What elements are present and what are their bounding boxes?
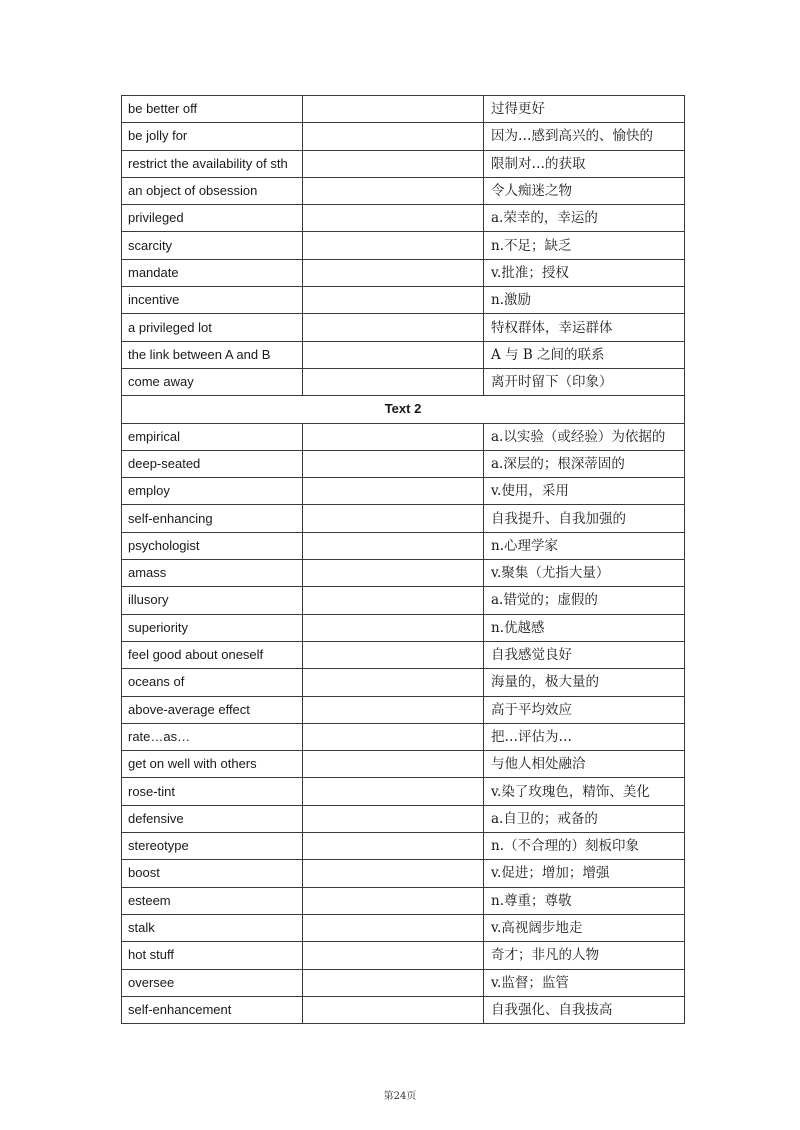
chinese-definition: v.聚集（尤指大量）: [484, 560, 685, 587]
table-row: [122, 751, 685, 778]
chinese-definition: 与他人相处融洽: [484, 751, 685, 778]
blank-answer-cell: [303, 505, 484, 532]
blank-answer-cell: [303, 860, 484, 887]
section-heading: Text 2: [122, 396, 685, 423]
english-term: restrict the availability of sth: [122, 150, 303, 177]
table-row: [122, 833, 685, 860]
blank-answer-cell: [303, 587, 484, 614]
chinese-definition: a.荣幸的，幸运的: [484, 205, 685, 232]
chinese-definition: 特权群体，幸运群体: [484, 314, 685, 341]
chinese-definition: 令人痴迷之物: [484, 177, 685, 204]
chinese-definition: A 与 B 之间的联系: [484, 341, 685, 368]
table-row: [122, 505, 685, 532]
table-row: [122, 532, 685, 559]
english-term: oceans of: [122, 669, 303, 696]
blank-answer-cell: [303, 641, 484, 668]
chinese-definition: a.错觉的；虚假的: [484, 587, 685, 614]
chinese-definition: a.深层的；根深蒂固的: [484, 450, 685, 477]
chinese-definition: 因为…感到高兴的、愉快的: [484, 123, 685, 150]
blank-answer-cell: [303, 96, 484, 123]
blank-answer-cell: [303, 259, 484, 286]
english-term: a privileged lot: [122, 314, 303, 341]
table-row: [122, 150, 685, 177]
english-term: feel good about oneself: [122, 641, 303, 668]
table-row: [122, 205, 685, 232]
table-row: [122, 805, 685, 832]
table-row: [122, 914, 685, 941]
english-term: above-average effect: [122, 696, 303, 723]
blank-answer-cell: [303, 805, 484, 832]
chinese-definition: 自我强化、自我拔高: [484, 996, 685, 1023]
blank-answer-cell: [303, 450, 484, 477]
vocabulary-table: [121, 95, 685, 1024]
chinese-definition: n.不足；缺乏: [484, 232, 685, 259]
blank-answer-cell: [303, 914, 484, 941]
blank-answer-cell: [303, 123, 484, 150]
chinese-definition: v.染了玫瑰色，精饰、美化: [484, 778, 685, 805]
chinese-definition: 把…评估为…: [484, 723, 685, 750]
blank-answer-cell: [303, 423, 484, 450]
table-row: [122, 259, 685, 286]
vocabulary-table-body: [122, 96, 685, 1024]
english-term: an object of obsession: [122, 177, 303, 204]
table-row: [122, 942, 685, 969]
table-row: [122, 696, 685, 723]
english-term: oversee: [122, 969, 303, 996]
table-row: [122, 560, 685, 587]
table-row: [122, 669, 685, 696]
blank-answer-cell: [303, 696, 484, 723]
table-row: [122, 341, 685, 368]
table-row: [122, 478, 685, 505]
english-term: illusory: [122, 587, 303, 614]
chinese-definition: 海量的，极大量的: [484, 669, 685, 696]
english-term: defensive: [122, 805, 303, 832]
english-term: hot stuff: [122, 942, 303, 969]
blank-answer-cell: [303, 287, 484, 314]
chinese-definition: a.自卫的；戒备的: [484, 805, 685, 832]
english-term: come away: [122, 368, 303, 395]
english-term: be jolly for: [122, 123, 303, 150]
english-term: privileged: [122, 205, 303, 232]
page-number: 第24页: [383, 1091, 417, 1102]
english-term: boost: [122, 860, 303, 887]
english-term: stalk: [122, 914, 303, 941]
english-term: esteem: [122, 887, 303, 914]
chinese-definition: v.促进；增加；增强: [484, 860, 685, 887]
blank-answer-cell: [303, 614, 484, 641]
blank-answer-cell: [303, 232, 484, 259]
table-row: [122, 860, 685, 887]
english-term: employ: [122, 478, 303, 505]
blank-answer-cell: [303, 177, 484, 204]
chinese-definition: a.以实验（或经验）为依据的: [484, 423, 685, 450]
chinese-definition: v.监督；监管: [484, 969, 685, 996]
english-term: deep-seated: [122, 450, 303, 477]
blank-answer-cell: [303, 150, 484, 177]
chinese-definition: n.激励: [484, 287, 685, 314]
english-term: empirical: [122, 423, 303, 450]
table-row: [122, 287, 685, 314]
english-term: stereotype: [122, 833, 303, 860]
chinese-definition: 自我感觉良好: [484, 641, 685, 668]
english-term: psychologist: [122, 532, 303, 559]
chinese-definition: 限制对…的获取: [484, 150, 685, 177]
blank-answer-cell: [303, 341, 484, 368]
table-row: [122, 723, 685, 750]
english-term: self-enhancing: [122, 505, 303, 532]
english-term: mandate: [122, 259, 303, 286]
blank-answer-cell: [303, 560, 484, 587]
table-row: [122, 969, 685, 996]
blank-answer-cell: [303, 969, 484, 996]
blank-answer-cell: [303, 778, 484, 805]
blank-answer-cell: [303, 751, 484, 778]
chinese-definition: n.心理学家: [484, 532, 685, 559]
english-term: be better off: [122, 96, 303, 123]
blank-answer-cell: [303, 478, 484, 505]
blank-answer-cell: [303, 942, 484, 969]
blank-answer-cell: [303, 314, 484, 341]
section-heading-row: [122, 396, 685, 423]
chinese-definition: v.高视阔步地走: [484, 914, 685, 941]
table-row: [122, 423, 685, 450]
chinese-definition: n.（不合理的）刻板印象: [484, 833, 685, 860]
table-row: [122, 887, 685, 914]
table-row: [122, 614, 685, 641]
english-term: amass: [122, 560, 303, 587]
chinese-definition: 高于平均效应: [484, 696, 685, 723]
table-row: [122, 314, 685, 341]
chinese-definition: n.优越感: [484, 614, 685, 641]
chinese-definition: 离开时留下（印象）: [484, 368, 685, 395]
table-row: [122, 587, 685, 614]
chinese-definition: n.尊重；尊敬: [484, 887, 685, 914]
chinese-definition: 奇才；非凡的人物: [484, 942, 685, 969]
english-term: get on well with others: [122, 751, 303, 778]
english-term: superiority: [122, 614, 303, 641]
blank-answer-cell: [303, 669, 484, 696]
english-term: self-enhancement: [122, 996, 303, 1023]
table-row: [122, 177, 685, 204]
english-term: incentive: [122, 287, 303, 314]
table-row: [122, 996, 685, 1023]
table-row: [122, 641, 685, 668]
table-row: [122, 368, 685, 395]
chinese-definition: v.批准；授权: [484, 259, 685, 286]
table-row: [122, 232, 685, 259]
english-term: rate…as…: [122, 723, 303, 750]
blank-answer-cell: [303, 205, 484, 232]
english-term: the link between A and B: [122, 341, 303, 368]
blank-answer-cell: [303, 723, 484, 750]
table-row: [122, 96, 685, 123]
blank-answer-cell: [303, 996, 484, 1023]
table-row: [122, 450, 685, 477]
table-row: [122, 123, 685, 150]
english-term: rose-tint: [122, 778, 303, 805]
english-term: scarcity: [122, 232, 303, 259]
chinese-definition: v.使用，采用: [484, 478, 685, 505]
chinese-definition: 自我提升、自我加强的: [484, 505, 685, 532]
blank-answer-cell: [303, 887, 484, 914]
table-row: [122, 778, 685, 805]
blank-answer-cell: [303, 532, 484, 559]
blank-answer-cell: [303, 833, 484, 860]
blank-answer-cell: [303, 368, 484, 395]
chinese-definition: 过得更好: [484, 96, 685, 123]
